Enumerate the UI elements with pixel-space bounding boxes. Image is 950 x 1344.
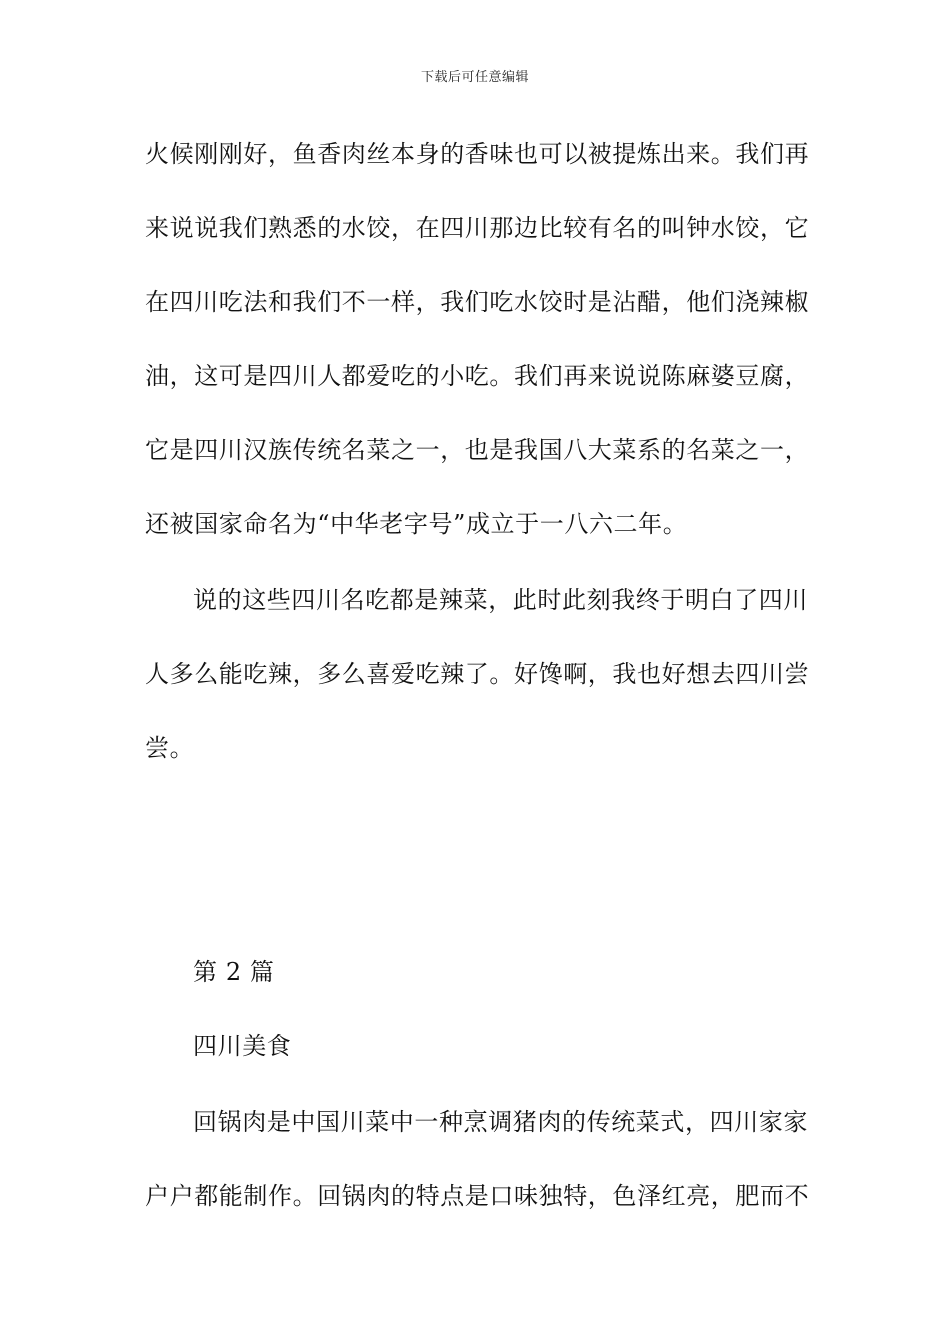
paragraph-line: 还被国家命名为“中华老字号”成立于一八六二年。	[145, 510, 688, 538]
paragraph-line: 户户都能制作。回锅肉的特点是口味独特，色泽红亮，肥而不	[145, 1182, 810, 1210]
paragraph-line: 火候刚刚好，鱼香肉丝本身的香味也可以被提炼出来。我们再	[145, 140, 810, 168]
paragraph-line: 回锅肉是中国川菜中一种烹调猪肉的传统菜式，四川家家	[193, 1108, 808, 1136]
paragraph-line: 在四川吃法和我们不一样，我们吃水饺时是沾醋，他们浇辣椒	[145, 288, 810, 316]
section-title: 四川美食	[193, 1032, 292, 1060]
paragraph-line: 尝。	[145, 734, 195, 762]
paragraph-line: 它是四川汉族传统名菜之一，也是我国八大菜系的名菜之一，	[145, 436, 810, 464]
chapter-label: 第 2 篇	[193, 958, 275, 986]
paragraph-line: 油，这可是四川人都爱吃的小吃。我们再来说说陈麻婆豆腐，	[145, 362, 810, 390]
paragraph-line: 说的这些四川名吃都是辣菜，此时此刻我终于明白了四川	[193, 586, 808, 614]
page-header-note: 下载后可任意编辑	[420, 70, 529, 85]
paragraph-line: 来说说我们熟悉的水饺，在四川那边比较有名的叫钟水饺，它	[145, 214, 810, 242]
paragraph-line: 人多么能吃辣，多么喜爱吃辣了。好馋啊，我也好想去四川尝	[145, 660, 810, 688]
